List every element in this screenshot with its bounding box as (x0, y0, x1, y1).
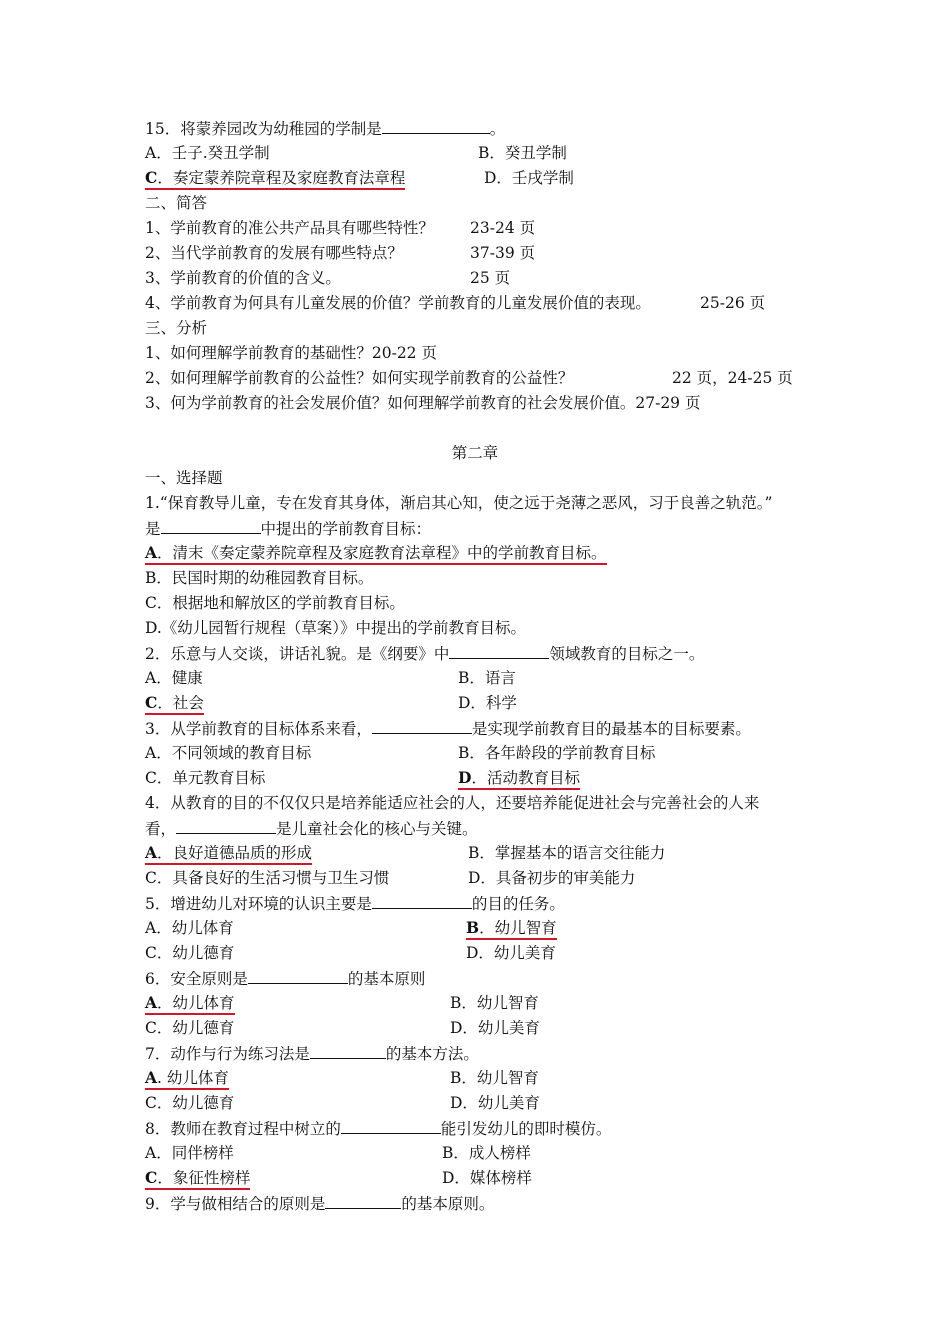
answer-blank (248, 968, 348, 984)
question-text-end: 的基本原则 (347, 970, 426, 988)
option-d: D．媒体榜样 (442, 1169, 532, 1187)
answer-text: ．奏定蒙养院章程及家庭教育法章程 (157, 169, 406, 187)
short-answer-3: 3、学前教育的价值的含义。 (145, 269, 341, 287)
option-a: A．同伴榜样 (145, 1144, 234, 1162)
option-d-answer (458, 768, 580, 788)
question-text-end: 中提出的学前教育目标： (260, 520, 432, 538)
question-7 (145, 1043, 479, 1063)
question-text: 2．乐意与人交谈，讲话礼貌。是《纲要》中 (145, 645, 450, 663)
option-c: C．根据地和解放区的学前教育目标。 (145, 594, 405, 612)
option-a: A．壬子.癸丑学制 (145, 144, 270, 162)
section-heading-analysis: 三、分析 (145, 319, 208, 337)
answer-text: ．象征性榜样 (157, 1169, 251, 1187)
question-text: 是 (145, 520, 161, 538)
option-a: A．健康 (145, 669, 203, 687)
question-text-end: 领域教育的目标之一。 (549, 645, 705, 663)
answer-blank (325, 1193, 401, 1209)
answer-key: A (145, 1068, 158, 1087)
page-ref: 37-39 页 (470, 244, 536, 262)
section-heading-choice: 一、选择题 (145, 469, 223, 487)
question-4-line2 (145, 818, 478, 838)
question-text: 9．学与做相结合的原则是 (145, 1195, 326, 1213)
answer-text: ．良好道德品质的形成 (157, 844, 313, 862)
question-text: 7．动作与行为练习法是 (145, 1045, 310, 1063)
answer-key: C (145, 168, 158, 187)
option-d: D．具备初步的审美能力 (468, 869, 636, 887)
option-a: A．不同领域的教育目标 (145, 744, 312, 762)
question-text-end: 是实现学前教育目的最基本的目标要素。 (471, 720, 751, 738)
answer-blank (372, 718, 472, 734)
question-text: 将蒙养园改为幼稚园的学制是 (180, 120, 382, 138)
option-a-answer (145, 843, 312, 863)
option-d: D．幼儿美育 (466, 944, 556, 962)
option-b: B．语言 (458, 669, 516, 687)
option-c: C．幼儿德育 (145, 1094, 235, 1112)
chapter-title: 第二章 (451, 444, 499, 462)
answer-blank (310, 1043, 386, 1059)
option-d: D.《幼儿园暂行规程（草案）》中提出的学前教育目标。 (145, 619, 527, 637)
question-text-end: 的基本原则。 (401, 1195, 495, 1213)
question-text-end: 是儿童社会化的核心与关键。 (276, 820, 478, 838)
question-text: 6．安全原则是 (145, 970, 248, 988)
question-text-end: 能引发幼儿的即时模仿。 (440, 1120, 612, 1138)
question-8 (145, 1118, 611, 1138)
answer-text: ．幼儿体育 (157, 994, 235, 1012)
answer-blank (372, 893, 472, 909)
answer-key: A (145, 543, 158, 562)
option-d: D．壬戌学制 (484, 169, 574, 187)
question-1-line1: 1.“保育教导儿童，专在发育其身体，渐启其心知，使之远于尧薄之恶风，习于良善之轨范。” (145, 494, 773, 512)
answer-blank (341, 1118, 441, 1134)
question-number: 15． (145, 120, 181, 138)
option-c: C．单元教育目标 (145, 769, 266, 787)
page-ref: 23-24 页 (470, 219, 536, 237)
option-d: D．科学 (458, 694, 517, 712)
answer-text: . 幼儿体育 (157, 1069, 229, 1087)
answer-key: C (145, 693, 158, 712)
answer-key: A (145, 843, 158, 862)
answer-blank (161, 518, 261, 534)
answer-text: ．活动教育目标 (471, 769, 580, 787)
option-b: B．癸丑学制 (478, 144, 567, 162)
question-text: 3．从学前教育的目标体系来看， (145, 720, 372, 738)
page-ref: 25 页 (470, 269, 511, 287)
question-text: 看， (145, 820, 177, 838)
question-5 (145, 893, 565, 913)
question-9 (145, 1193, 494, 1213)
option-b: B．各年龄段的学前教育目标 (458, 744, 656, 762)
question-text: 5．增进幼儿对环境的认识主要是 (145, 895, 372, 913)
analysis-2: 2、如何理解学前教育的公益性？如何实现学前教育的公益性？ (145, 369, 574, 387)
answer-key: D (458, 768, 472, 787)
question-text-end: 的目的任务。 (471, 895, 565, 913)
short-answer-2: 2、当代学前教育的发展有哪些特点？ (145, 244, 403, 262)
section-heading-short-answer: 二、简答 (145, 194, 208, 212)
answer-text: ．幼儿智育 (479, 919, 557, 937)
answer-key: A (145, 993, 158, 1012)
answer-blank (382, 118, 490, 134)
page-ref: 22 页，24-25 页 (672, 369, 793, 387)
page-ref: 25-26 页 (700, 294, 766, 312)
option-c: C．幼儿德育 (145, 1019, 235, 1037)
option-b: B．掌握基本的语言交往能力 (468, 844, 666, 862)
option-c-answer (145, 1168, 250, 1188)
option-c: C．具备良好的生活习惯与卫生习惯 (145, 869, 390, 887)
answer-blank (449, 643, 549, 659)
question-6 (145, 968, 425, 988)
option-a: A．幼儿体育 (145, 919, 234, 937)
question-text-end: 。 (489, 120, 506, 138)
answer-text: ．社会 (157, 694, 204, 712)
question-15 (145, 118, 505, 138)
option-d: D．幼儿美育 (450, 1094, 540, 1112)
option-c: C．幼儿德育 (145, 944, 235, 962)
question-4-line1: 4．从教育的目的不仅仅只是培养能适应社会的人，还要培养能促进社会与完善社会的人来 (145, 794, 760, 812)
answer-text: ．清末《奏定蒙养院章程及家庭教育法章程》中的学前教育目标。 (157, 544, 607, 562)
option-a-answer (145, 993, 235, 1013)
option-c-answer (145, 168, 405, 188)
option-b: B．幼儿智育 (450, 1069, 539, 1087)
question-3 (145, 718, 751, 738)
answer-key: C (145, 1168, 158, 1187)
option-b: B．幼儿智育 (450, 994, 539, 1012)
question-text: 8．教师在教育过程中树立的 (145, 1120, 341, 1138)
answer-blank (176, 818, 276, 834)
option-b: B．成人榜样 (442, 1144, 531, 1162)
question-2 (145, 643, 704, 663)
answer-key: B (466, 918, 480, 937)
short-answer-1: 1、学前教育的准公共产品具有哪些特性？ (145, 219, 434, 237)
option-d: D．幼儿美育 (450, 1019, 540, 1037)
option-b: B．民国时期的幼稚园教育目标。 (145, 569, 374, 587)
analysis-1: 1、如何理解学前教育的基础性？20-22 页 (145, 344, 437, 362)
analysis-3: 3、何为学前教育的社会发展价值？如何理解学前教育的社会发展价值。27-29 页 (145, 394, 701, 412)
option-c-answer (145, 693, 204, 713)
option-a-answer (145, 1068, 229, 1088)
short-answer-4: 4、学前教育为何具有儿童发展的价值？学前教育的儿童发展价值的表现。 (145, 294, 651, 312)
option-a-answer (145, 543, 607, 563)
option-b-answer (466, 918, 557, 938)
question-text-end: 的基本方法。 (385, 1045, 479, 1063)
question-1-line2 (145, 518, 431, 538)
